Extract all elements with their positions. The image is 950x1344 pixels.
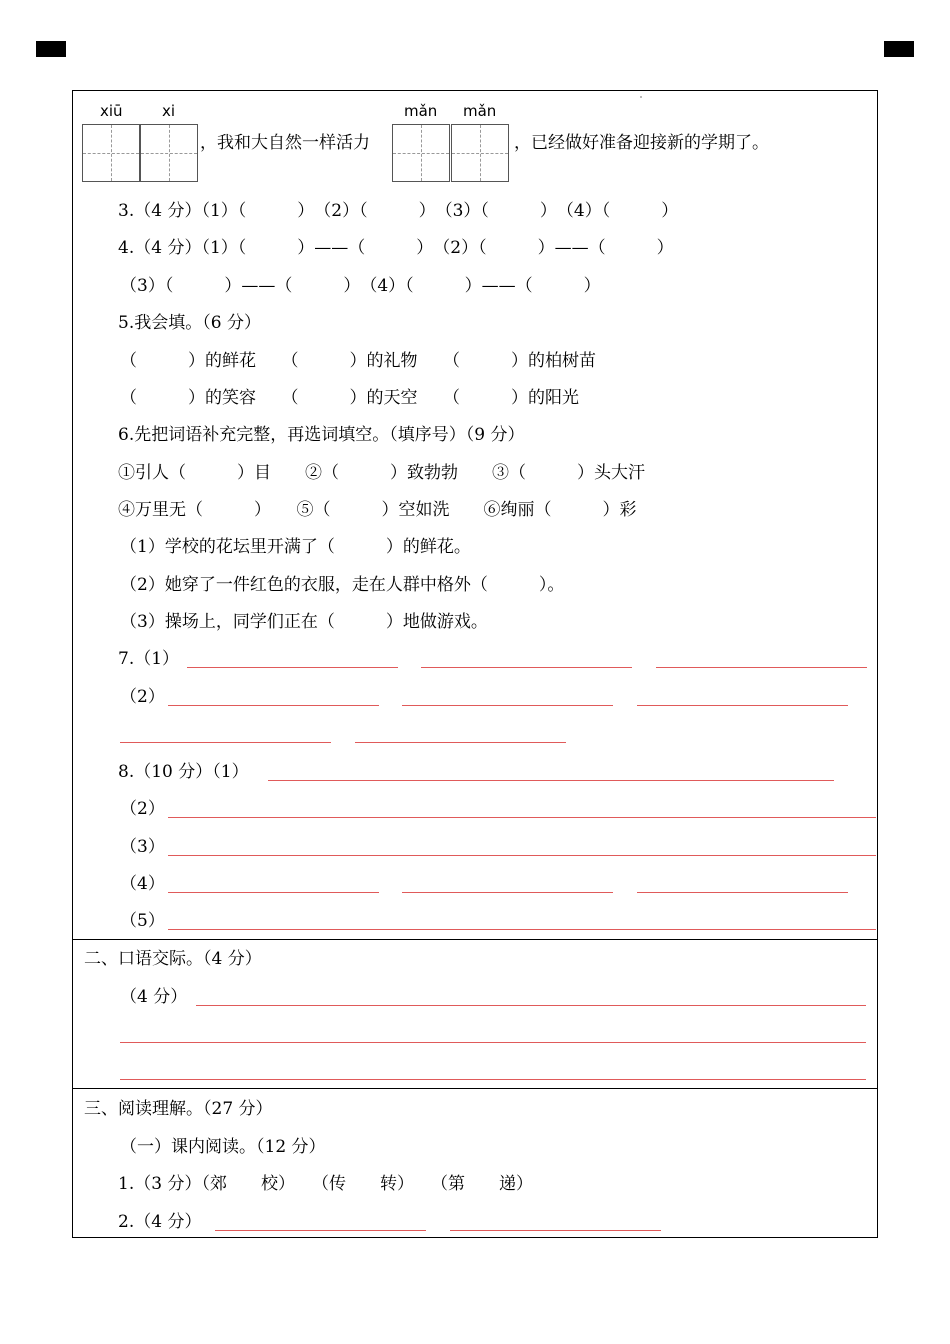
answer-line[interactable]	[168, 892, 379, 893]
registration-mark-left	[36, 41, 66, 57]
writing-box[interactable]	[140, 124, 198, 182]
answer-line[interactable]	[637, 705, 848, 706]
answer-line[interactable]	[656, 667, 867, 668]
writing-box[interactable]	[82, 124, 140, 182]
q7-label-2: （2）	[120, 687, 165, 707]
q5-row-1: （ ）的鲜花 （ ）的礼物 （ ）的柏树苗	[120, 351, 596, 371]
section3-title: 三、阅读理解。（27 分）	[84, 1099, 273, 1119]
q6-words-1: ①引人（ ）目 ②（ ）致勃勃 ③（ ）头大汗	[118, 463, 645, 483]
answer-line[interactable]	[268, 780, 834, 781]
answer-line[interactable]	[168, 855, 876, 856]
q8-label-3: （3）	[120, 837, 165, 857]
answer-line[interactable]	[120, 1079, 866, 1080]
answer-line[interactable]	[120, 1042, 866, 1043]
q6-fill-2: （2）她穿了一件红色的衣服，走在人群中格外（ ）。	[120, 575, 565, 595]
q4-row-2: （3）（ ）——（ ） （4）（ ）——（ ）	[120, 276, 601, 296]
answer-line[interactable]	[196, 1005, 866, 1006]
sentence-end: ，已经做好准备迎接新的学期了。	[514, 133, 769, 153]
answer-line[interactable]	[215, 1230, 426, 1231]
q8-label-5: （5）	[120, 911, 165, 931]
answer-line[interactable]	[187, 667, 398, 668]
answer-line[interactable]	[402, 705, 613, 706]
q5-heading: 5.我会填。（6 分）	[118, 313, 261, 333]
answer-sheet	[72, 90, 878, 1238]
answer-line[interactable]	[637, 892, 848, 893]
q5-row-2: （ ）的笑容 （ ）的天空 （ ）的阳光	[120, 388, 579, 408]
pinyin-4: mǎn	[463, 102, 497, 120]
pinyin-3: mǎn	[404, 102, 438, 120]
sentence-middle: ，我和大自然一样活力	[200, 133, 370, 153]
answer-line[interactable]	[168, 817, 876, 818]
section2-title: 二、口语交际。（4 分）	[84, 949, 262, 969]
q8-label-2: （2）	[120, 799, 165, 819]
answer-line[interactable]	[450, 1230, 661, 1231]
answer-line[interactable]	[355, 742, 566, 743]
answer-line[interactable]	[120, 742, 331, 743]
q3-row: 3.（4 分）（1）（ ） （2）（ ） （3）（ ） （4）（ ）	[118, 201, 679, 221]
q6-words-2: ④万里无（ ） ⑤（ ）空如洗 ⑥绚丽（ ）彩	[118, 500, 637, 520]
q6-heading: 6.先把词语补充完整，再选词填空。（填序号）（9 分）	[118, 425, 525, 445]
registration-mark-right	[884, 41, 914, 57]
section-divider	[73, 1088, 877, 1089]
section3-subtitle: （一）课内阅读。（12 分）	[120, 1137, 326, 1157]
section3-q2: 2.（4 分）	[118, 1212, 202, 1232]
section2-question: （4 分）	[120, 987, 188, 1007]
answer-line[interactable]	[168, 929, 876, 930]
q7-label-1: 7.（1）	[118, 649, 180, 669]
pinyin-2: xi	[162, 102, 176, 120]
q8-label-1: 8.（10 分）（1）	[118, 762, 249, 782]
answer-line[interactable]	[168, 705, 379, 706]
answer-line[interactable]	[421, 667, 632, 668]
speck	[640, 96, 642, 98]
pinyin-1: xiū	[100, 102, 123, 120]
q8-label-4: （4）	[120, 874, 165, 894]
section-divider	[73, 939, 877, 940]
q6-fill-3: （3）操场上，同学们正在（ ）地做游戏。	[120, 612, 488, 632]
answer-line[interactable]	[402, 892, 613, 893]
writing-box[interactable]	[392, 124, 450, 182]
writing-box[interactable]	[451, 124, 509, 182]
q4-row-1: 4.（4 分）（1）（ ）——（ ） （2）（ ）——（ ）	[118, 238, 674, 258]
q6-fill-1: （1）学校的花坛里开满了（ ）的鲜花。	[120, 537, 471, 557]
section3-q1: 1.（3 分）（郊 校） （传 转） （第 递）	[118, 1174, 533, 1194]
